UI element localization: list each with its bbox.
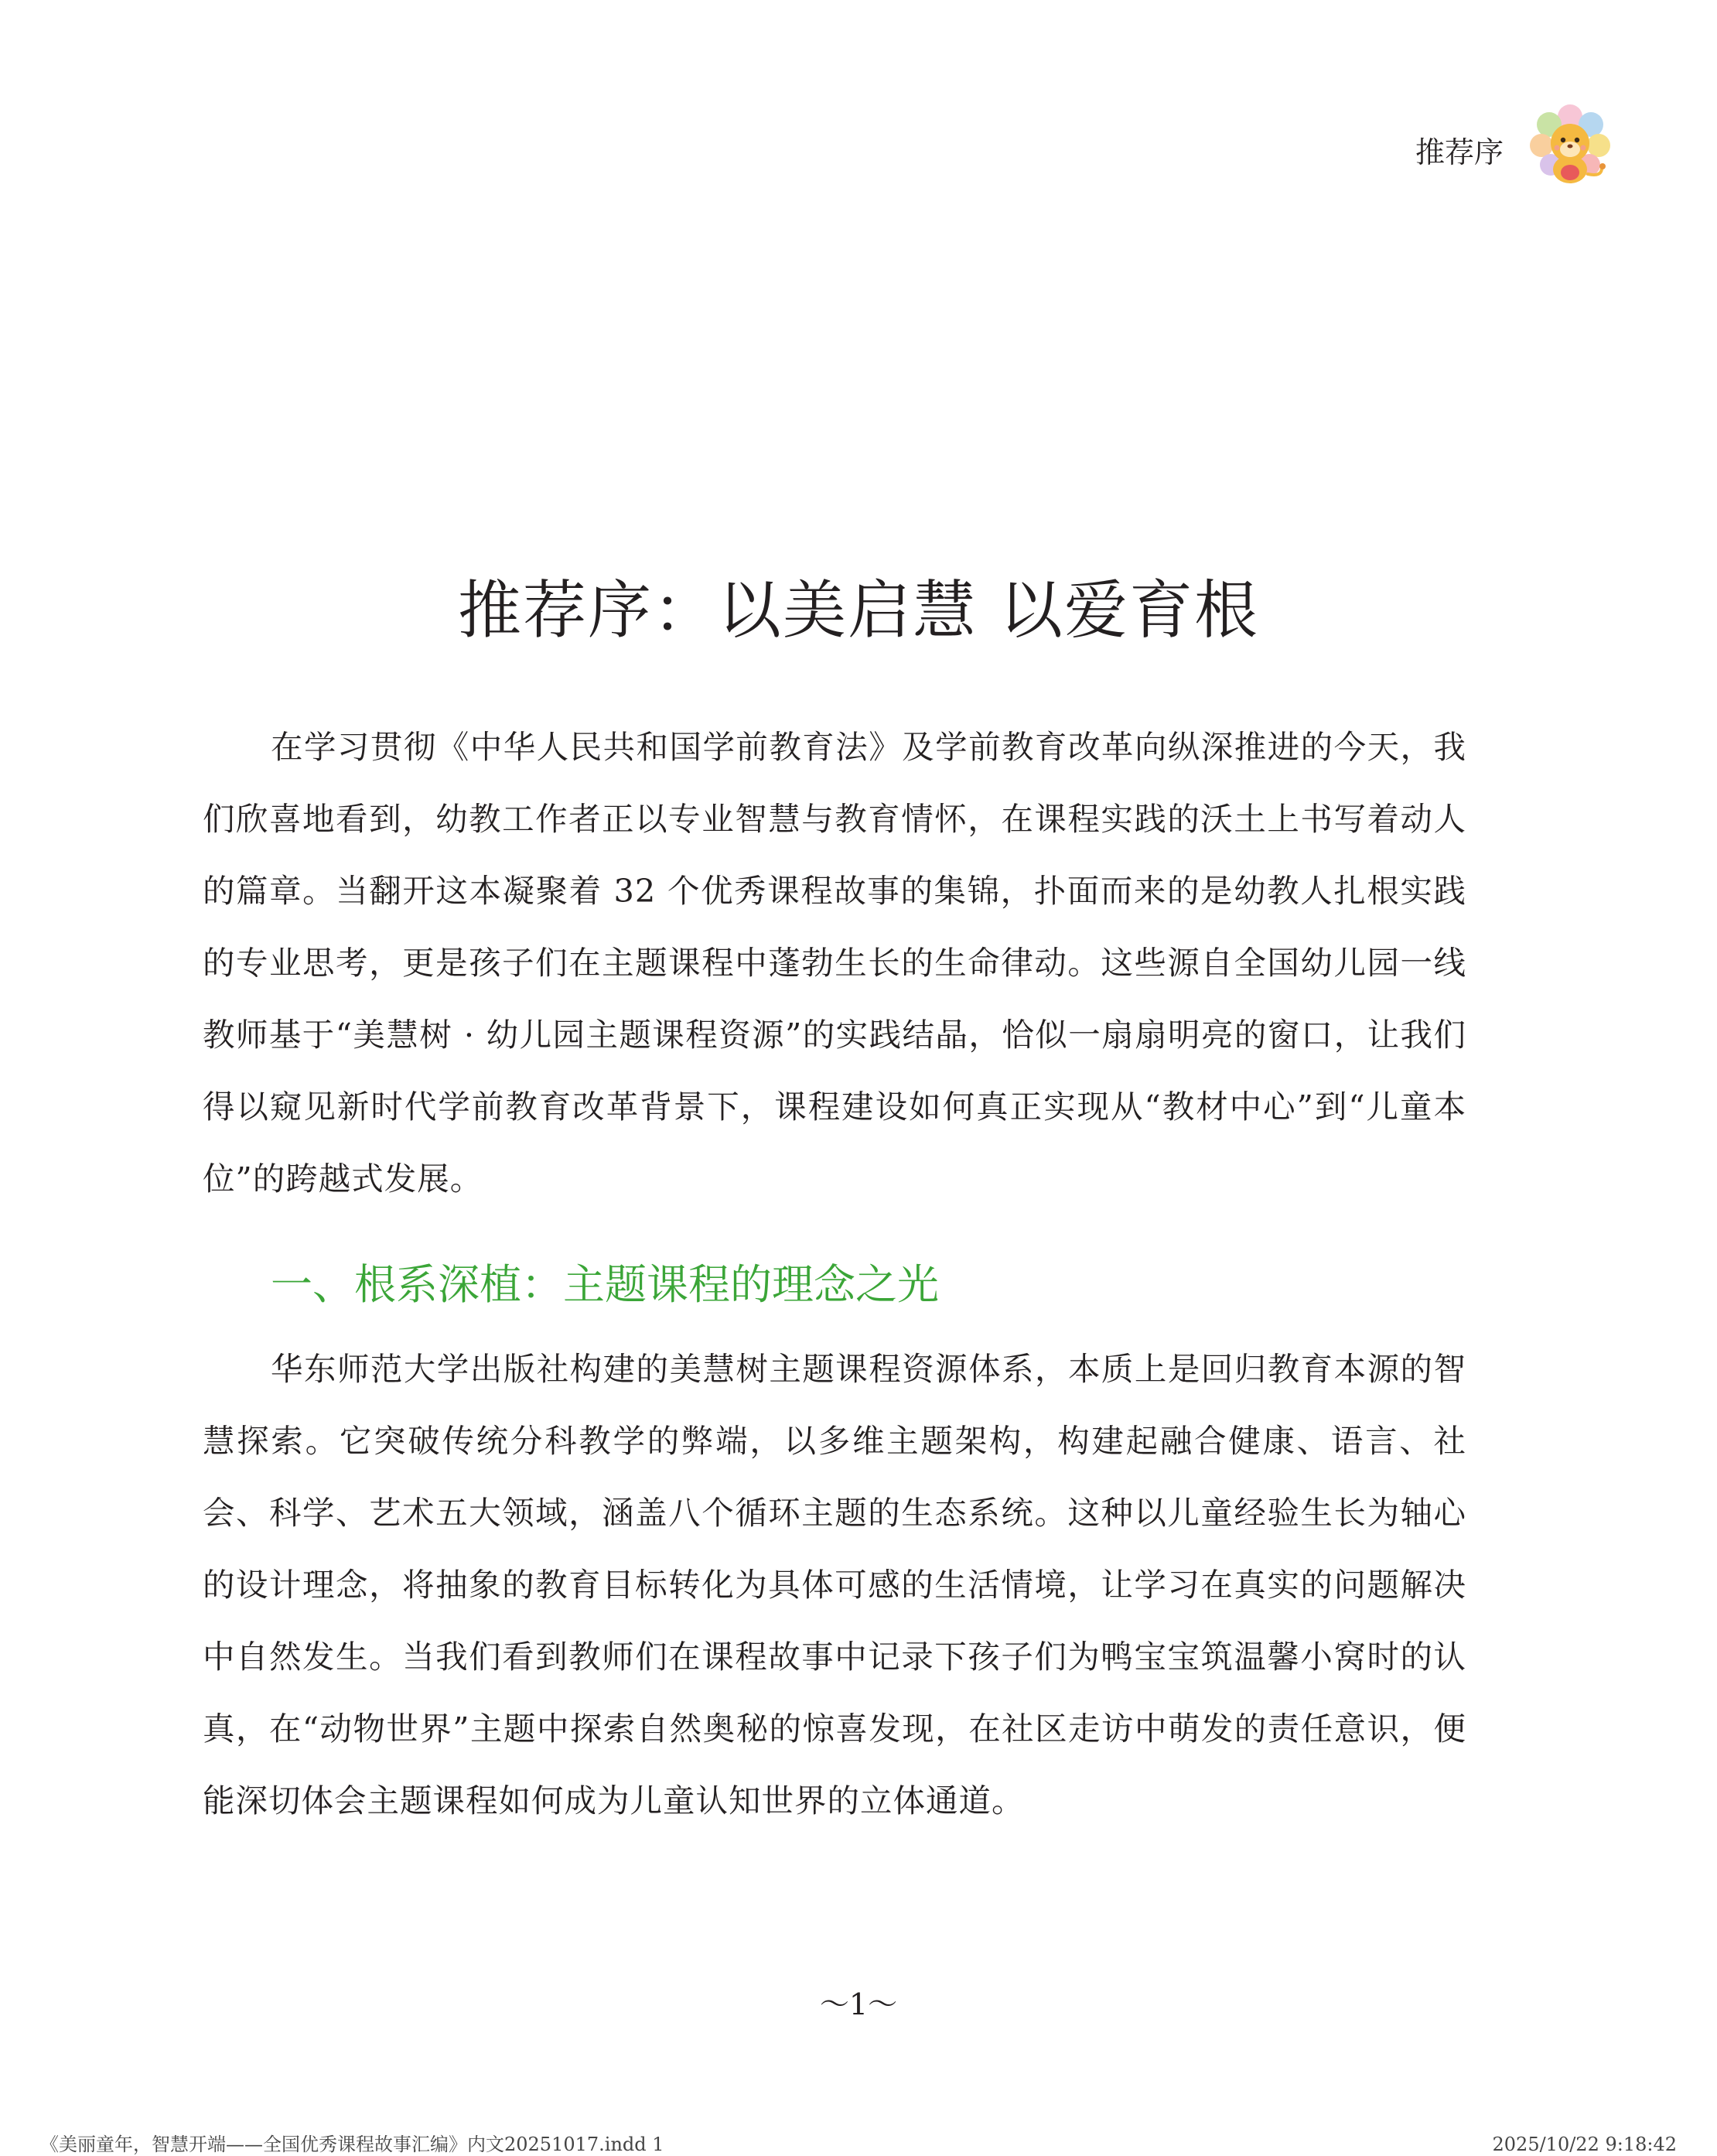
print-slug-timestamp: 2025/10/22 9:18:42 <box>1492 2134 1677 2155</box>
page-title: 推荐序：以美启慧 以爱育根 <box>457 574 1260 647</box>
body-paragraph-2: 华东师范大学出版社构建的美慧树主题课程资源体系，本质上是回归教育本源的智慧探索。它突破传统分科教学的弊端，以多维主题架构，构建起融合健康、语言、社会、科学、艺术五大领域，涵盖八个循环主题的生态系统。这种以儿童经验生长为轴心的设计理念，将抽象的教育目标转化为具体可感的生活情境，让学习在真实的问题解决中自然发生。当我们看到教师们在课程故事中记录下孩子们为鸭宝宝筑温馨小窝时的认真，在“动物世界”主题中探索自然奥秘的惊喜发现，在社区走访中萌发的责任意识，便能深切体会主题课程如何成为儿童认知世界的立体通道。 <box>203 1350 1466 1819</box>
lion-mascot-icon <box>1528 103 1613 188</box>
page-number: ～1～ <box>819 1987 898 2021</box>
print-slug-file: 《美丽童年，智慧开端——全国优秀课程故事汇编》内文20251017.indd 1 <box>40 2134 664 2155</box>
section-heading: 一、根系深植：主题课程的理念之光 <box>271 1260 939 1309</box>
body-paragraph-1: 在学习贯彻《中华人民共和国学前教育法》及学前教育改革向纵深推进的今天，我们欣喜地看到，幼教工作者正以专业智慧与教育情怀，在课程实践的沃土上书写着动人的篇章。当翻开这本凝聚着 32 个优秀课程故事的集锦，扑面而来的是幼教人扎根实践的专业思考，更是孩子们在主题课程中蓬勃生长的生命律动。这些源自全国幼儿园一线教师基于“美慧树 · 幼儿园主题课程资源”的实践结晶，恰似一扇扇明亮的窗口，让我们得以窥见新时代学前教育改革背景下，课程建设如何真正实现从“教材中心”到“儿童本位”的跨越式发展。 <box>203 728 1466 1198</box>
running-head-title: 推荐序 <box>1415 135 1504 169</box>
